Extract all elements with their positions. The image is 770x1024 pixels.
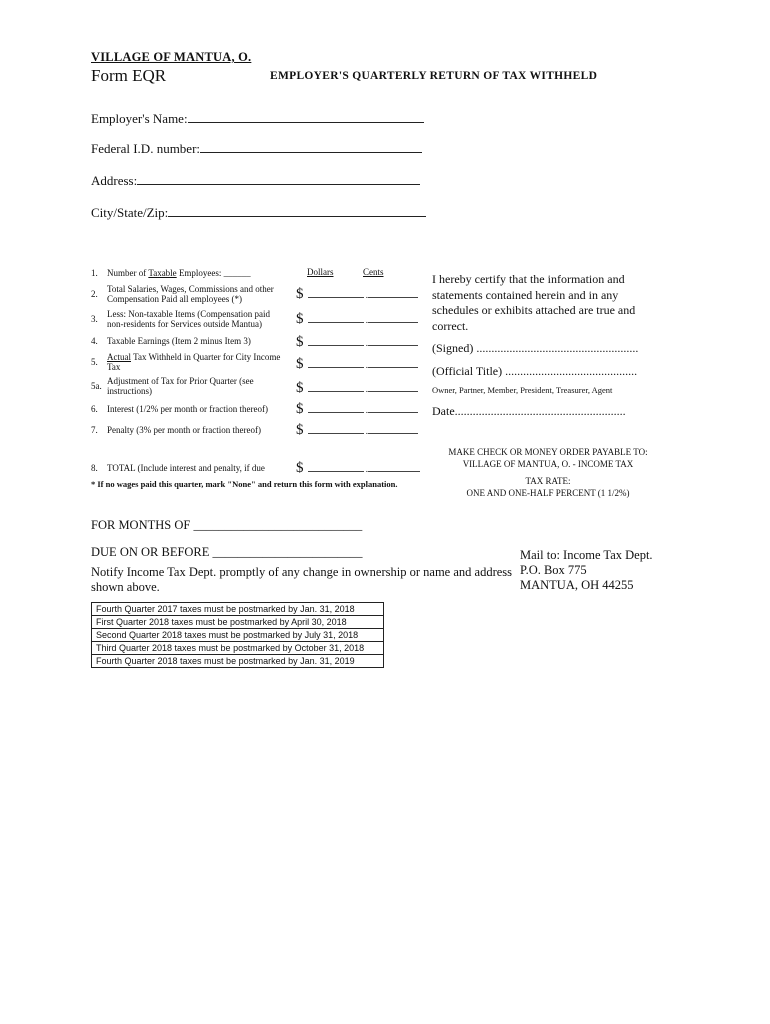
amount-row-5[interactable] xyxy=(296,355,418,373)
dollar-sign: $ xyxy=(296,380,304,396)
payment-instructions xyxy=(430,446,666,470)
item-1-blank[interactable]: Employees: ______ xyxy=(176,268,251,278)
dollars-input[interactable] xyxy=(308,462,364,472)
item-4-line1: Taxable Earnings (Item 2 minus Item 3) xyxy=(107,336,251,346)
deadline-cell: Fourth Quarter 2017 taxes must be postmarked by Jan. 31, 2018 xyxy=(92,603,384,616)
federal-id-input[interactable] xyxy=(200,140,422,153)
item-7 xyxy=(91,425,291,437)
item-3-line2: non-residents for Services outside Mantua) xyxy=(107,319,262,329)
item-6 xyxy=(91,404,291,416)
item-number: 3. xyxy=(91,314,98,324)
item-8-line1: TOTAL (Include interest and penalty, if due xyxy=(107,463,265,473)
payment-line2: VILLAGE OF MANTUA, O. - INCOME TAX xyxy=(462,459,634,469)
dollar-sign: $ xyxy=(296,356,304,372)
item-7-line1: Penalty (3% per month or fraction thereof) xyxy=(107,425,261,435)
deadline-cell: Fourth Quarter 2018 taxes must be postmarked by Jan. 31, 2019 xyxy=(92,655,384,668)
table-row xyxy=(92,616,384,629)
item-5a-line1: Adjustment of Tax for Prior Quarter (see xyxy=(107,376,254,386)
city-state-zip-field[interactable] xyxy=(91,204,426,221)
dollars-column-header: Dollars xyxy=(307,267,334,277)
dollars-input[interactable] xyxy=(308,288,364,298)
decimal-point: . xyxy=(365,426,368,436)
item-1-text: Number of xyxy=(107,268,149,278)
cents-input[interactable] xyxy=(365,336,418,348)
item-number: 7. xyxy=(91,425,98,435)
item-number: 2. xyxy=(91,289,98,299)
deadline-cell: Third Quarter 2018 taxes must be postmarked by October 31, 2018 xyxy=(92,642,384,655)
item-5-line2: Tax xyxy=(107,362,121,372)
employer-name-label: Employer's Name: xyxy=(91,111,188,126)
cents-input[interactable] xyxy=(365,462,420,474)
table-row xyxy=(92,629,384,642)
item-1-underlined-text: Taxable xyxy=(148,268,177,278)
item-3-line1: Less: Non-taxable Items (Compensation paid xyxy=(107,309,270,319)
decimal-point: . xyxy=(365,384,368,394)
cents-column-header: Cents xyxy=(363,267,384,277)
amount-row-4[interactable] xyxy=(296,333,418,351)
dollar-sign: $ xyxy=(296,334,304,350)
form-title: EMPLOYER'S QUARTERLY RETURN OF TAX WITHHELD xyxy=(270,70,598,82)
cents-input[interactable] xyxy=(365,382,418,394)
item-number: 1. xyxy=(91,268,98,278)
due-date-field[interactable]: DUE ON OR BEFORE ________________________ xyxy=(91,545,363,559)
amount-row-3[interactable] xyxy=(296,310,418,328)
item-1[interactable] xyxy=(91,268,291,280)
decimal-point: . xyxy=(365,338,368,348)
dollars-input[interactable] xyxy=(308,403,364,413)
address-input[interactable] xyxy=(137,172,420,185)
employer-name-field[interactable] xyxy=(91,110,424,127)
item-5-actual: Actual xyxy=(107,352,131,362)
city-state-zip-label: City/State/Zip: xyxy=(91,205,169,220)
tax-rate xyxy=(430,475,666,499)
item-2 xyxy=(91,284,291,306)
dollar-sign: $ xyxy=(296,422,304,438)
date-line[interactable]: Date......................................................... xyxy=(432,404,626,418)
item-8 xyxy=(91,463,291,475)
item-number: 4. xyxy=(91,336,98,346)
amount-row-7[interactable] xyxy=(296,421,418,439)
cents-input[interactable] xyxy=(365,358,418,370)
roles-caption: Owner, Partner, Member, President, Treasurer, Agent xyxy=(432,385,613,395)
notify-notice: Notify Income Tax Dept. promptly of any change in ownership or name and address shown above. xyxy=(91,565,513,594)
village-name: VILLAGE OF MANTUA, O. xyxy=(91,50,252,64)
deadline-cell: Second Quarter 2018 taxes must be postmarked by July 31, 2018 xyxy=(92,629,384,642)
for-months-field[interactable]: FOR MONTHS OF ___________________________ xyxy=(91,518,363,532)
decimal-point: . xyxy=(365,315,368,325)
dollars-input[interactable] xyxy=(308,424,364,434)
cents-input[interactable] xyxy=(365,424,418,436)
item-number: 8. xyxy=(91,463,98,473)
dollars-input[interactable] xyxy=(308,358,364,368)
mail-line1: Mail to: Income Tax Dept. xyxy=(520,548,653,562)
item-5a xyxy=(91,376,291,398)
official-title-line[interactable]: (Official Title) ............................................ xyxy=(432,364,638,378)
tax-rate-label: TAX RATE: xyxy=(525,476,571,486)
table-row xyxy=(92,603,384,616)
dollar-sign: $ xyxy=(296,401,304,417)
federal-id-label: Federal I.D. number: xyxy=(91,141,201,156)
mail-line2: P.O. Box 775 xyxy=(520,563,587,577)
cents-input[interactable] xyxy=(365,313,418,325)
address-field[interactable] xyxy=(91,172,420,189)
deadline-cell: First Quarter 2018 taxes must be postmarked by April 30, 2018 xyxy=(92,616,384,629)
no-wages-note: * If no wages paid this quarter, mark "None" and return this form with explanation. xyxy=(91,479,398,489)
item-4 xyxy=(91,336,291,348)
item-number: 5a. xyxy=(91,381,102,391)
item-3 xyxy=(91,309,291,331)
decimal-point: . xyxy=(365,405,368,415)
item-5-line1: Tax Withheld in Quarter for City Income xyxy=(131,352,281,362)
certification-statement: I hereby certify that the information and statements contained herein and in any schedules or exhibits attached are true and correct. xyxy=(432,272,636,333)
item-2-line1: Total Salaries, Wages, Commissions and other xyxy=(107,284,274,294)
item-6-line1: Interest (1/2% per month or fraction thereof) xyxy=(107,404,268,414)
cents-input[interactable] xyxy=(365,288,418,300)
mail-line3: MANTUA, OH 44255 xyxy=(520,578,634,592)
amount-row-2[interactable] xyxy=(296,285,418,303)
dollars-input[interactable] xyxy=(308,336,364,346)
decimal-point: . xyxy=(365,360,368,370)
item-5 xyxy=(91,352,291,374)
address-label: Address: xyxy=(91,173,138,188)
form-name: Form EQR xyxy=(91,66,167,85)
dollars-input[interactable] xyxy=(308,382,364,392)
dollars-input[interactable] xyxy=(308,313,364,323)
tax-rate-value: ONE AND ONE-HALF PERCENT (1 1/2%) xyxy=(466,488,630,498)
employer-name-input[interactable] xyxy=(188,110,424,123)
dollar-sign: $ xyxy=(296,460,304,476)
deadlines-table xyxy=(91,602,384,668)
table-row xyxy=(92,655,384,668)
amount-row-6[interactable] xyxy=(296,400,418,418)
cents-input[interactable] xyxy=(365,403,418,415)
payment-line1: MAKE CHECK OR MONEY ORDER PAYABLE TO: xyxy=(448,447,648,457)
item-number: 6. xyxy=(91,404,98,414)
item-number: 5. xyxy=(91,357,98,367)
federal-id-field[interactable] xyxy=(91,140,422,157)
decimal-point: . xyxy=(365,464,368,474)
item-5a-line2: instructions) xyxy=(107,386,152,396)
table-row xyxy=(92,642,384,655)
decimal-point: . xyxy=(365,290,368,300)
dollar-sign: $ xyxy=(296,311,304,327)
signature-line[interactable]: (Signed) ...................................................... xyxy=(432,341,639,355)
city-state-zip-input[interactable] xyxy=(168,204,426,217)
amount-row-5a[interactable] xyxy=(296,379,418,397)
item-2-line2: Compensation Paid all employees (*) xyxy=(107,294,242,304)
dollar-sign: $ xyxy=(296,286,304,302)
mailing-address xyxy=(520,548,653,593)
amount-row-8[interactable] xyxy=(296,459,420,477)
